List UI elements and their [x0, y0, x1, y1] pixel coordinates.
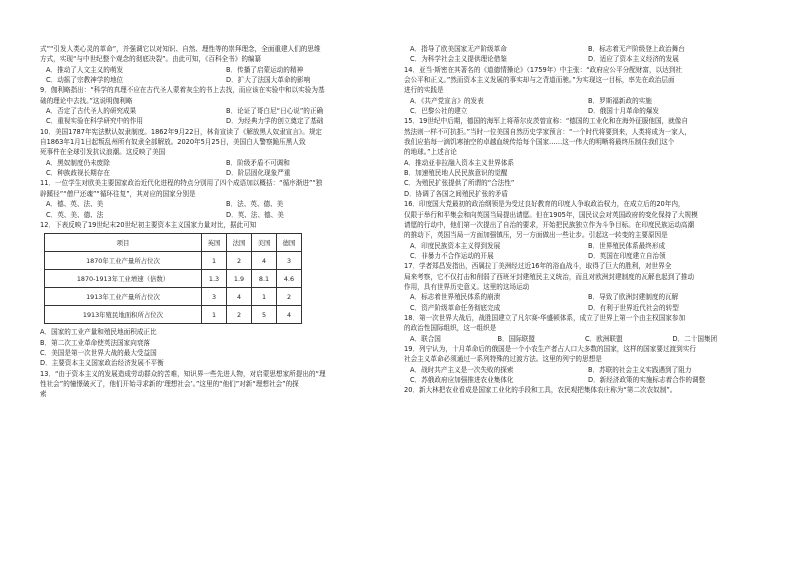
table-cell: 1 — [202, 252, 227, 270]
question-20-line-1: 20．新大林把农业看成是国家工业化的手段和工具，农民观把集体农庄称为“第二次农奴制”。 — [404, 386, 677, 395]
table-cell: 3 — [277, 252, 302, 270]
option-c[interactable]: C．重视实验在科学研究中的作用 — [46, 117, 143, 126]
question-15-line-1: 15．19世纪中后期，德国的海军上将蒂尔皮茨曾宣称：“德国的工业化和在海外征服他国，就像自 — [404, 117, 688, 126]
option-d[interactable]: D．主要资本主义国家政治经济发展不平衡 — [40, 359, 164, 368]
table-header-row — [45, 234, 302, 252]
question-16-line-2: 仅限于举行和平集会和向英国当局提出请愿。但在1905年，国民议会对英国政府的变化保持了大规模 — [404, 210, 698, 219]
table-header-cell: 英国 — [202, 234, 227, 252]
question-10-line-3: 死事件在全球引发抗议浪潮。这反映了美国 — [40, 148, 166, 157]
question-9-line-2: 础的理论中去找。”这说明伽利略 — [40, 96, 133, 105]
question-intro-options — [40, 65, 400, 86]
question-16-options — [404, 241, 760, 262]
question-9-line-1: 9．伽利略指出：“科学的真理不应在古代圣人蒙着灰尘的书上去找，而应该在实验中和以实验为基 — [40, 86, 325, 95]
option-c[interactable]: C．为科学社会主义提供理论借鉴 — [410, 55, 507, 64]
question-19-options — [404, 365, 760, 386]
option-b[interactable]: B．苏联的社会主义实践遇到了阻力 — [588, 365, 692, 374]
option-b[interactable]: B．阶级矛盾不可调和 — [226, 158, 290, 167]
question-intro-line-1: 式”“引发人类心灵的革命”，并强调它以对知识、自然、理性等的崇拜理念，全面重建人们的思维 — [40, 45, 321, 53]
table-cell: 1870-1913年工业增速（倍数） — [45, 270, 202, 288]
option-a[interactable]: A．联合国 — [410, 334, 441, 343]
question-18-options — [404, 334, 760, 344]
option-a[interactable]: A．标志着世界殖民体系的崩溃 — [410, 293, 501, 302]
option-d[interactable]: D．扩大了法国大革命的影响 — [226, 76, 311, 85]
table-cell: 1.3 — [202, 270, 227, 288]
question-13-line-3: 索 — [40, 390, 47, 399]
option-a[interactable]: A．《共产党宣言》的发表 — [410, 96, 484, 105]
table-cell: 3 — [202, 288, 227, 306]
option-a[interactable]: A．战时共产主义是一次失败的探索 — [410, 365, 514, 374]
question-10-line-1: 10．美国1787年宪法默认奴隶制度。1862年9月22日，林肯宣读了《解放黑人奴隶宣言》。规定 — [40, 127, 323, 136]
question-15-line-4: 的地球。”上述言论 — [404, 148, 457, 157]
option-a[interactable]: A．印度民族资本主义得到发展 — [410, 241, 501, 250]
option-c[interactable]: C．美国是第一次世界大战的最大受益国 — [40, 348, 157, 357]
question-10-options — [40, 158, 400, 179]
question-13-options — [404, 44, 760, 65]
option-c[interactable]: C．巴黎公社的建立 — [410, 107, 468, 116]
question-14-line-2: 会公平和正义。”然而资本主义发展的事实却与之背道而驰。”为实现这一目标，率先在政治层面 — [404, 76, 675, 85]
option-b[interactable]: B．加速殖民地人民民族意识的觉醒 — [404, 169, 508, 178]
table-cell: 1.9 — [227, 270, 252, 288]
table-cell: 8.1 — [252, 270, 277, 288]
option-b[interactable]: B．罗斯福新政的实施 — [588, 96, 652, 105]
question-14-options — [404, 96, 760, 117]
option-d[interactable]: D．适应了资本主义经济的发展 — [588, 55, 679, 64]
table-cell: 4.6 — [277, 270, 302, 288]
question-13-line-1: 13．“由于资本主义的发展造成劳动群众的苦难，知识界一些先进人物，对启蒙思想家所提出的“理 — [40, 369, 326, 378]
question-17-line-2: 局来考察，它不仅打击和削弱了西班牙封建殖民主义统治，而且对欧洲封建制度的瓦解也起到了推动 — [404, 272, 695, 281]
table-cell: 2 — [277, 288, 302, 306]
option-b[interactable]: B．传播了启蒙运动的精神 — [226, 65, 304, 74]
question-9-options — [40, 106, 400, 127]
option-c[interactable]: C．苏俄政府应加强推进农业集体化 — [410, 376, 514, 384]
question-13-line-2: 性社会”的憧憬破灭了，他们开始寻求新的‘理想社会’。”这里的“他们”对新“理想社会”的探 — [40, 379, 299, 388]
option-a[interactable]: A．推动了人文主义的萌发 — [46, 65, 124, 74]
question-11-line-1: 11．一位学生对欧美主要国家政治近代化进程的特点分别用了四个成语加以概括：“循序渐进”“独 — [40, 179, 323, 188]
powers-comparison-table — [44, 233, 302, 324]
option-d[interactable]: D．新经济政策的实施标志着合作的调整 — [588, 376, 706, 384]
question-15-line-3: 我们应掐每一滴饥寒抽空的卓越血统传给每个国家……这一伟大的明晰将最终压制住我们这个 — [404, 138, 675, 147]
table-cell: 4 — [277, 306, 302, 324]
question-11-options — [40, 199, 400, 220]
option-d[interactable]: D．英国在印度建立自治领 — [588, 251, 666, 260]
question-15-line-2: 然法则一样不可抗拒。”当时一位美国自然历史学家预言：“一个时代将要到来，人类将成为一家人， — [404, 127, 692, 136]
table-cell: 1 — [202, 306, 227, 324]
table-row — [45, 288, 302, 306]
option-b[interactable]: B．导致了欧洲封建制度的瓦解 — [588, 293, 679, 302]
option-d[interactable]: D．二十国集团 — [672, 334, 718, 343]
option-c[interactable]: C．动摇了宗教神学的地位 — [46, 76, 124, 85]
option-a[interactable]: A．国家的工业产量和殖民地面积成正比 — [40, 328, 157, 337]
option-b[interactable]: B．世界殖民体系最终形成 — [588, 241, 666, 250]
right-column — [404, 44, 760, 396]
question-14-line-3: 进行的实践是 — [404, 86, 444, 95]
table-cell: 2 — [227, 306, 252, 324]
question-17-line-3: 作用，具有世界历史意义。这里的这场运动 — [404, 282, 530, 291]
question-12-stem: 12．下表反映了19世纪末20世纪初主要资本主义国家力量对比，据此可知 — [40, 220, 257, 229]
option-b[interactable]: B．国际联盟 — [497, 334, 535, 343]
table-row — [45, 270, 302, 288]
option-d[interactable]: D．协调了各国之间殖民扩张的矛盾 — [404, 189, 508, 198]
table-cell: 4 — [227, 288, 252, 306]
option-b[interactable]: B．第二次工业革命使英法国家向衰落 — [40, 338, 151, 347]
question-19-line-2: 社会主义革命必须通过一系列特殊的过渡方法。这里的列宁的思想是 — [404, 355, 602, 364]
table-header-cell: 法国 — [227, 234, 252, 252]
option-a[interactable]: A．否定了古代圣人的研究成果 — [46, 107, 137, 116]
table-row — [45, 252, 302, 270]
table-header-cell: 项目 — [45, 234, 202, 252]
table-cell: 1870年工业产量所占位次 — [45, 252, 202, 270]
question-17-options — [404, 292, 760, 313]
question-16-line-1: 16．印度国大党最初的政治纲领是为受过良好教育的印度人争取政治权力，在成立后的20年内， — [404, 200, 685, 209]
question-10-line-2: 自1863年1月1日起叛乱州所有奴隶全部解放。2020年5月25日，美国白人警察跪压黑人致 — [40, 138, 306, 147]
table-cell: 2 — [227, 252, 252, 270]
table-cell: 4 — [252, 252, 277, 270]
question-16-line-3: 请愿的行动中，他们第一次提出了自治的要求，开始把民族独立作为斗争目标。在印度民族运动高潮 — [404, 220, 695, 229]
left-column — [40, 44, 400, 400]
question-14-line-1: 14．亚当·斯密在其著名的《道德情操论》（1759年）中主张：“政府应公平分配财富，以达到社 — [404, 65, 682, 74]
table-row — [45, 306, 302, 324]
option-d[interactable]: D．俄国十月革命的爆发 — [588, 107, 660, 116]
question-intro-line-2: 方式，实现“与中世纪整个观念的彻底决裂”。由此可知，《百科全书》的编纂 — [40, 55, 262, 64]
table-cell: 5 — [252, 306, 277, 324]
option-b[interactable]: B．标志着无产阶级登上政治舞台 — [588, 45, 685, 53]
option-c[interactable]: C．种族歧视长期存在 — [46, 169, 110, 178]
option-a[interactable]: A．德、英、法、美 — [46, 200, 104, 209]
option-c[interactable]: C．为殖民扩张提供了所谓的“合法性” — [404, 179, 515, 188]
option-c[interactable]: C．英、美、德、法 — [46, 210, 104, 219]
question-18-line-2: 的政治性国际组织，这一组织是 — [404, 324, 497, 333]
option-d[interactable]: D．为经典力学的创立奠定了基础 — [226, 117, 324, 126]
table-cell: 1913年殖民地面积所占位次 — [45, 306, 202, 324]
question-16-line-4: 的推动下，英国当局一方面加强镇压，另一方面做出一些让步。引起这一转变的主要原因是 — [404, 231, 668, 240]
option-b[interactable]: B．论证了哥白尼“日心说”的正确 — [226, 107, 324, 116]
option-c[interactable]: C．非暴力不合作运动的开展 — [410, 251, 494, 260]
table-cell: 1913年工业产量所占位次 — [45, 288, 202, 306]
table-header-cell: 美国 — [252, 234, 277, 252]
question-19-line-1: 19．列宁认为，十月革命后的俄国是一个小农生产者占人口大多数的国家，这样的国家要过渡到实行 — [404, 344, 696, 353]
question-11-line-2: 辟蹊径”“僧尸还魂”“循环往复”，其对应的国家分别是 — [40, 189, 196, 198]
option-b[interactable]: B．法、英、德、美 — [226, 200, 284, 209]
table-header-cell: 德国 — [277, 234, 302, 252]
option-a[interactable]: A．推动亚非拉融入资本主义世界体系 — [404, 158, 515, 167]
question-18-line-1: 18．第一次世界大战后，战胜国建立了凡尔赛-华盛顿体系，成立了世界上第一个由主权国家参加 — [404, 313, 686, 322]
option-c[interactable]: C．资产阶级革命任务彻底完成 — [410, 303, 501, 312]
question-17-line-1: 17．学者郑昌发指出，西属拉丁美洲经过近16年的浴血战斗，取得了巨大的胜利，对世界全 — [404, 262, 672, 271]
option-a[interactable]: A．指导了欧美国家无产阶级革命 — [410, 45, 507, 53]
option-d[interactable]: D．阶层固化现象严重 — [226, 169, 291, 178]
option-c[interactable]: C．欧洲联盟 — [585, 334, 623, 343]
table-cell: 1 — [252, 288, 277, 306]
option-a[interactable]: A．黑奴制度仍未废除 — [46, 158, 110, 167]
option-d[interactable]: D．英、法、德、美 — [226, 210, 284, 219]
option-d[interactable]: D．有利于世界近代社会的转型 — [588, 303, 679, 312]
